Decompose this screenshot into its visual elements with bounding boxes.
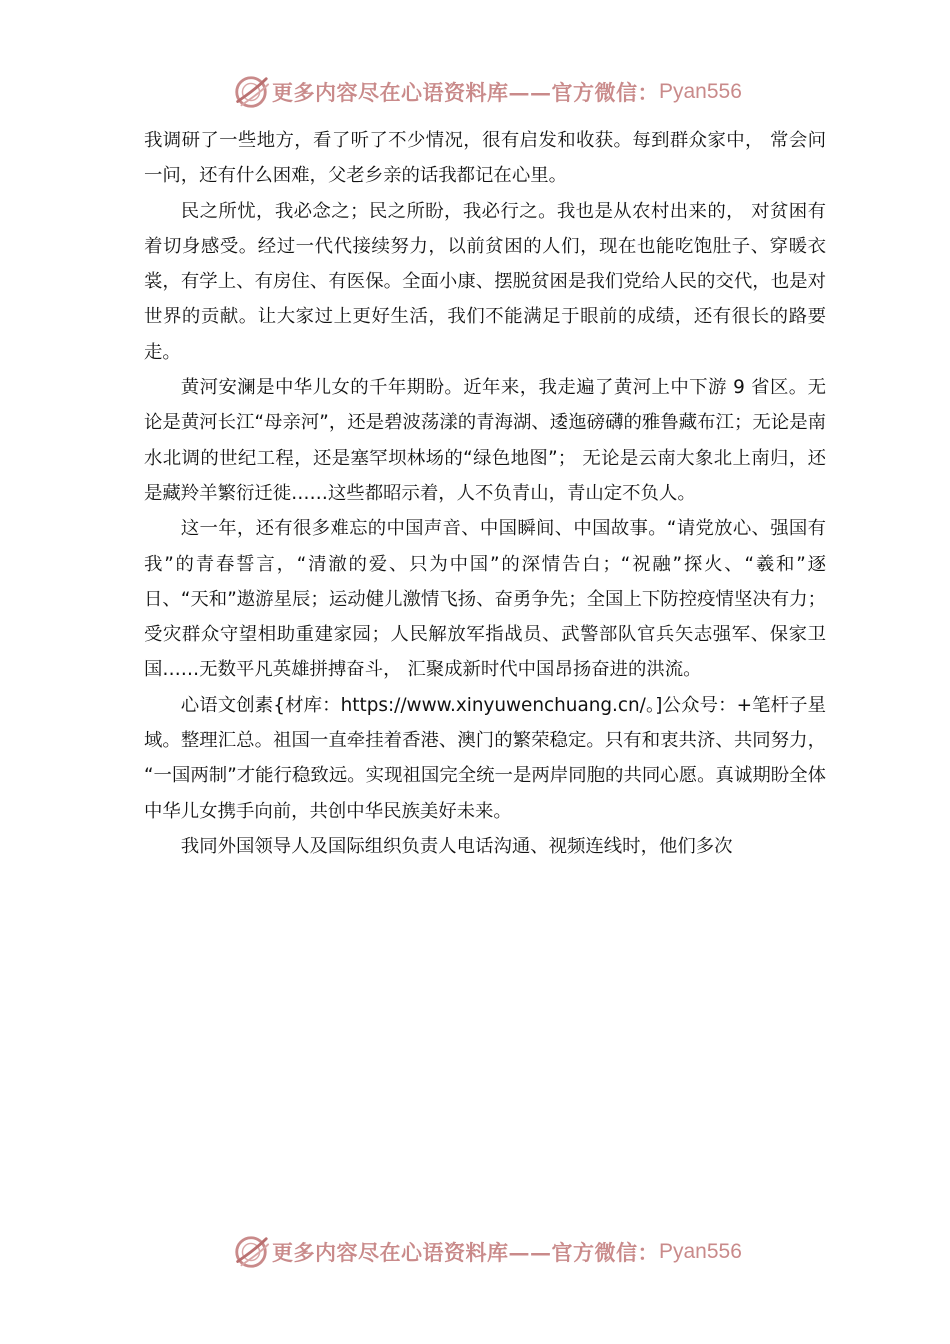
footer-promo-text: 更多内容尽在心语资料库——官方微信： xyxy=(272,1240,659,1265)
header-promo-text: 更多内容尽在心语资料库——官方微信： xyxy=(272,80,659,105)
footer-wechat-id: Pyan556 xyxy=(659,1240,742,1263)
paragraph: 我同外国领导人及国际组织负责人电话沟通、视频连线时，他们多次 xyxy=(180,835,733,857)
paragraph: 黄河安澜是中华儿女的千年期盼。近年来，我走遍了黄河上中下游 9 省区。无论是黄河长江“母亲河”，还是碧波荡漾的青海湖、逶迤磅礴的雅鲁藏布江；无论是南水北调的世纪工程，还是塞罕坝林场的“绿色地图”； 无论是云南大象北上南归，还是藏羚羊繁衍迁徙……这些都昭示着，人不负青山，青山定不负人。 xyxy=(144,377,826,504)
paragraph: 心语文创素{材库：https://www.xinyuwenchuang.cn/。]公众号：+笔杆子星域。整理汇总。祖国一直牵挂着香港、澳门的繁荣稳定。只有和衷共济、共同努力， “一国两制”才能行稳致远。实现祖国完全统一是两岸同胞的共同心愿。真诚期盼全体中华儿女携手向前，共创中华民族美好未来。 xyxy=(144,694,826,822)
seal-logo-icon xyxy=(232,73,270,111)
paragraph: 民之所忧，我必念之；民之所盼，我必行之。我也是从农村出来的， 对贫困有着切身感受。经过一代代接续努力，以前贫困的人们，现在也能吃饱肚子、穿暖衣裳，有学上、有房住、有医保。全面小康、摆脱贫困是我们党给人民的交代，也是对世界的贡献。让大家过上更好生活，我们不能满足于眼前的成绩，还有很长的路要走。 xyxy=(144,200,826,363)
document-body xyxy=(144,123,826,864)
paragraph: 我调研了一些地方，看了听了不少情况，很有启发和收获。每到群众家中， 常会问一问，还有什么困难，父老乡亲的话我都记在心里。 xyxy=(144,130,826,187)
paragraph: 这一年，还有很多难忘的中国声音、中国瞬间、中国故事。“请党放心、强国有我”的青春誓言，“清澈的爱、只为中国”的深情告白；“祝融”探火、“羲和”逐日、“天和”遨游星辰；运动健儿激情飞扬、奋勇争先；全国上下防控疫情坚决有力；受灾群众守望相助重建家园；人民解放军指战员、武警部队官兵矢志强军、保家卫国……无数平凡英雄拼搏奋斗， 汇聚成新时代中国昂扬奋进的洪流。 xyxy=(144,518,826,681)
footer-banner xyxy=(232,1232,742,1272)
header-banner xyxy=(232,72,742,112)
seal-logo-icon xyxy=(232,1233,270,1271)
header-wechat-id: Pyan556 xyxy=(659,80,742,103)
